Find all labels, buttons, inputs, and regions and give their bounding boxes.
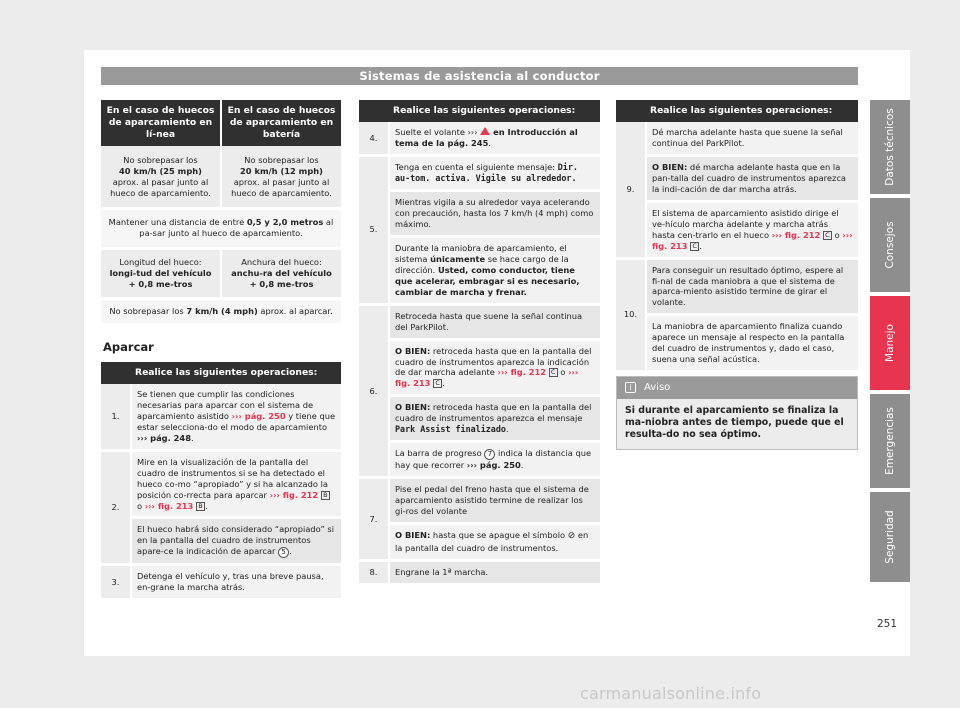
step-text: O BIEN: retroceda hasta que en la pantalla del cuadro de instrumentos aparezca la indicación de dar marcha adelante ››› fig. 212 C o ››› fig. 213 C .: [389, 339, 600, 396]
step-text: Tenga en cuenta el siguiente mensaje: Dir. au-tom. activa. Vigile su alrededor.: [389, 156, 600, 191]
step-number: 4.: [359, 122, 389, 155]
tab-consejos[interactable]: Consejos: [870, 198, 910, 292]
fig-c-label: C: [690, 242, 699, 251]
table-cell: Anchura del hueco: anchu-ra del vehículo + 0,8 me-tros: [221, 248, 341, 298]
middle-column: [359, 100, 600, 586]
fig-ref-link[interactable]: ››› fig. 213: [144, 500, 194, 511]
notice-header: i Aviso: [617, 377, 857, 399]
step-number: 9.: [616, 122, 646, 258]
step-text: O BIEN: dé marcha adelante hasta que en la pan-talla del cuadro de instrumentos aparezca la indi-cación de dar marcha atrás.: [646, 156, 858, 202]
table-header: En el caso de huecos de aparcamiento en batería: [221, 100, 341, 146]
table-cell: Longitud del hueco: longi-tud del vehículo + 0,8 me-tros: [101, 248, 221, 298]
fig-c-label: C: [549, 368, 558, 377]
step-text: Durante la maniobra de aparcamiento, el sistema únicamente se hace cargo de la dirección. Usted, como conductor, tiene que acelerar, embragar si es necesario, cambiar de marcha y frenar.: [389, 237, 600, 305]
step-number: 5.: [359, 156, 389, 305]
step-text: El sistema de aparcamiento asistido dirige el ve-hículo marcha adelante y marcha atrás hasta cen-trarlo en el hueco ››› fig. 212 C o ››› fig. 213 C .: [646, 201, 858, 258]
step-text: Suelte el volante ››› en Introducción al tema de la pág. 245.: [389, 122, 600, 155]
step-number: 10.: [616, 258, 646, 372]
operations-table: [359, 100, 600, 586]
page-ref-link[interactable]: ››› pág. 250: [231, 410, 286, 421]
notice-body: Si durante el aparcamiento se finaliza la ma-niobra antes de tiempo, puede que el resulta-do no sea óptimo.: [617, 399, 857, 449]
step-text: El hueco habrá sido considerado “apropiado” si en la pantalla del cuadro de instrumentos apare-ce la indicación de aparcar 5 .: [131, 518, 341, 565]
table-header: En el caso de huecos de aparcamiento en lí-nea: [101, 100, 221, 146]
tab-emergencias[interactable]: Emergencias: [870, 394, 910, 488]
table-cell: Mantener una distancia de entre 0,5 y 2,0 metros al pa-sar junto al hueco de aparcamiento.: [101, 208, 341, 248]
aparcar-steps-table: [101, 362, 341, 601]
tab-manejo[interactable]: Manejo: [870, 296, 910, 390]
left-column: [101, 100, 341, 601]
step-text: Engrane la 1ª marcha.: [389, 560, 600, 584]
fig-c-label: C: [433, 379, 442, 388]
step-text: Dé marcha adelante hasta que suene la señal continua del ParkPilot.: [646, 122, 858, 155]
step-number: 3.: [101, 565, 131, 600]
fig-ref-link[interactable]: ››› fig. 212: [269, 489, 319, 500]
tab-datos-tecnicos[interactable]: Datos técnicos: [870, 100, 910, 194]
table-header: Realice las siguientes operaciones:: [646, 100, 858, 122]
page-header: Sistemas de asistencia al conductor: [101, 67, 858, 85]
callout-badge: 5: [278, 547, 289, 558]
warning-icon: [480, 127, 490, 135]
fig-ref-link[interactable]: ››› fig. 212: [771, 229, 821, 240]
step-number: 8.: [359, 560, 389, 584]
park-assist-symbol-icon: ⊘: [567, 531, 576, 542]
table-header: Realice las siguientes operaciones:: [389, 100, 600, 122]
fig-ref-link[interactable]: ››› fig. 212: [497, 367, 547, 378]
fig-ref-link[interactable]: ››› fig. 213: [652, 229, 853, 251]
step-number: 2.: [101, 450, 131, 565]
notice-box: [616, 376, 858, 450]
table-cell: No sobrepasar los 40 km/h (25 mph) aprox. al pasar junto al hueco de aparcamiento.: [101, 146, 221, 208]
fig-b-label: B: [321, 491, 330, 500]
fig-c-label: C: [823, 231, 832, 240]
step-number: 6.: [359, 304, 389, 478]
step-text: La maniobra de aparcamiento finaliza cuando aparece un mensaje al respecto en la pantalla del cuadro de instrumentos y, dado el caso, suena una señal acústica.: [646, 315, 858, 372]
step-text: La barra de progreso 7 indica la distancia que hay que recorrer ››› pág. 250.: [389, 442, 600, 478]
step-text: Mire en la visualización de la pantalla del cuadro de instrumentos si se ha detectado el hueco co-mo “apropiado” y si ha alcanzado la posición co-rrecta para aparcar ››› fig. 212 B o ››› fig. 213 B .: [131, 450, 341, 518]
watermark-text: carmanualsonline.info: [580, 684, 762, 703]
info-icon: i: [625, 382, 636, 393]
tab-seguridad[interactable]: Seguridad: [870, 492, 910, 582]
step-text: Retroceda hasta que suene la señal continua del ParkPilot.: [389, 304, 600, 339]
step-number: 7.: [359, 478, 389, 561]
table-cell: No sobrepasar los 7 km/h (4 mph) aprox. al aparcar.: [101, 298, 341, 324]
page-number: 251: [877, 618, 898, 630]
right-column: [616, 100, 858, 373]
section-heading: Aparcar: [103, 339, 154, 354]
step-text: Detenga el vehículo y, tras una breve pausa, en-grane la marcha atrás.: [131, 565, 341, 600]
fig-ref-link[interactable]: ››› fig. 213: [395, 367, 579, 389]
fig-b-label: B: [196, 502, 205, 511]
callout-badge: 7: [484, 449, 495, 460]
table-header: Realice las siguientes operaciones:: [131, 362, 341, 384]
step-text: O BIEN: hasta que se apague el símbolo ⊘ en la pantalla del cuadro de instrumentos.: [389, 524, 600, 561]
table-cell: No sobrepasar los 20 km/h (12 mph) aprox. al pasar junto al hueco de aparcamiento.: [221, 146, 341, 208]
operations-table-continued: [616, 100, 858, 373]
step-text: Se tienen que cumplir las condiciones necesarias para aparcar con el sistema de aparcamiento asistido ››› pág. 250 y tiene que estar selecciona-do el modo de aparcamiento ››› pág. 248.: [131, 384, 341, 450]
step-text: Para conseguir un resultado óptimo, espere al fi-nal de cada maniobra a que el sistema de aparca-miento asistido termine de girar el volante.: [646, 258, 858, 315]
step-text: Pise el pedal del freno hasta que el sistema de aparcamiento asistido termine de realizar los gi-ros del volante: [389, 478, 600, 524]
step-number: 1.: [101, 384, 131, 450]
step-text: O BIEN: retroceda hasta que en la pantalla del cuadro de instrumentos aparezca el mensaje Park Assist finalizado.: [389, 396, 600, 442]
speed-table: [101, 100, 341, 326]
step-text: Mientras vigila a su alrededor vaya acelerando con precaución, hasta los 7 km/h (4 mph) como máximo.: [389, 191, 600, 237]
